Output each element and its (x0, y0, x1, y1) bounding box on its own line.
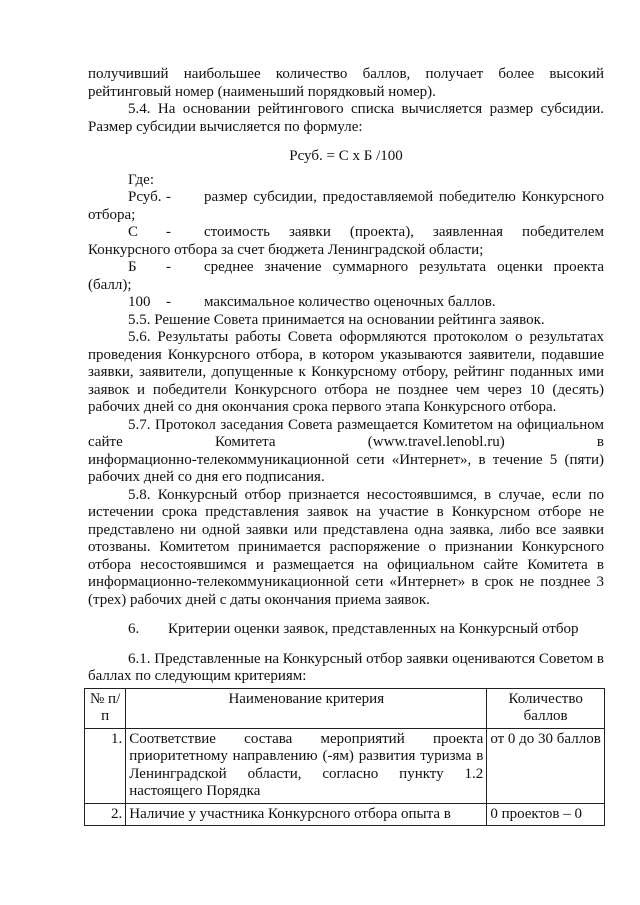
definition-symbol: 100 (128, 294, 151, 310)
header-name: Наименование критерия (126, 688, 487, 728)
where-label: Где: (128, 171, 155, 188)
definition-b (88, 259, 604, 277)
definition-text: среднее значение суммарного результата оценки проекта (204, 259, 604, 275)
criteria-table (84, 688, 605, 827)
paragraph-5-8: 5.8. Конкурсный отбор признается несостоявшимся, в случае, если по истечении срока представления заявок на участие в Конкурсном отборе не представлено ни одной заявки или представлена одна заявка, либо все заявки отозваны. Комитетом принимается распоряжение о признании Конкурсного отбора несостоявшимся и размещается на официальном сайте Комитета в информационно-телекоммуникационной сети «Интернет» в срок не позднее 3 (трех) рабочих дней с даты окончания приема заявок. (88, 486, 604, 608)
definition-rsub (88, 189, 604, 207)
definition-dash: - (166, 294, 171, 310)
header-points: Количество баллов (487, 688, 605, 728)
row-points: от 0 до 30 баллов (487, 728, 605, 803)
row-num: 1. (85, 728, 126, 803)
paragraph-continuation: получивший наибольшее количество баллов, получает более высокий рейтинговый номер (наименьший порядковый номер). (88, 66, 604, 100)
section-heading (88, 621, 604, 639)
definition-symbol: С (128, 224, 139, 240)
row-criterion: Соответствие состава мероприятий проекта приоритетному направлению (-ям) развития туризма в Ленинградской области, согласно пункту 1.2 настоящего Порядка (126, 728, 487, 803)
definition-symbol: Рсуб. (128, 189, 162, 205)
header-num: № п/п (85, 688, 126, 728)
paragraph-5-7-first: 5.7. Протокол заседания Совета размещается Комитетом на официальном сайте Комитета (www.travel.lenobl.ru) в (88, 416, 604, 450)
definition-c (88, 224, 604, 242)
paragraph-5-4: 5.4. На основании рейтингового списка вычисляется размер субсидии. Размер субсидии вычисляется по формуле: (88, 101, 604, 135)
definition-text: максимальное количество оценочных баллов. (204, 294, 496, 310)
paragraph-5-7-rest: информационно-телекоммуникационной сети «Интернет», в течение 5 (пяти) рабочих дней со дня его подписания. (88, 451, 604, 485)
table-header-row (85, 688, 605, 728)
definition-dash: - (166, 224, 171, 240)
row-points: 0 проектов – 0 (487, 803, 605, 826)
paragraph-5-6: 5.6. Результаты работы Совета оформляются протоколом о результатах проведения Конкурсного отбора, в котором указываются заявители, подавшие заявки, заявители, допущенные к Конкурсному отбору, рейтинг поданных ими заявок и победители Конкурсного отбора не позднее чем через 10 (десять) рабочих дней со дня окончания срока первого этапа Конкурсного отбора. (88, 329, 604, 415)
definition-continuation: отбора; (88, 206, 136, 223)
document-page (88, 66, 604, 826)
paragraph-6-1: 6.1. Представленные на Конкурсный отбор заявки оцениваются Советом в баллах по следующим критериям: (88, 650, 604, 684)
section-number: 6. (128, 621, 140, 637)
definition-symbol: Б (128, 259, 137, 275)
row-num: 2. (85, 803, 126, 826)
table-row (85, 728, 605, 803)
subsidy-formula: Рсуб. = С х Б /100 (289, 148, 403, 164)
definition-dash: - (166, 259, 171, 275)
row-criterion: Наличие у участника Конкурсного отбора опыта в (126, 803, 487, 826)
definition-continuation: Конкурсного отбора за счет бюджета Ленинградской области; (88, 241, 484, 258)
section-title: Критерии оценки заявок, представленных на Конкурсный отбор (168, 621, 579, 637)
definition-text: размер субсидии, предоставляемой победителю Конкурсного (204, 189, 604, 205)
definition-continuation: (балл); (88, 276, 132, 293)
paragraph-5-5: 5.5. Решение Совета принимается на основании рейтинга заявок. (128, 311, 545, 328)
table-row (85, 803, 605, 826)
definition-text: стоимость заявки (проекта), заявленная победителем (204, 224, 604, 240)
definition-100 (88, 294, 604, 312)
definition-dash: - (166, 189, 171, 205)
